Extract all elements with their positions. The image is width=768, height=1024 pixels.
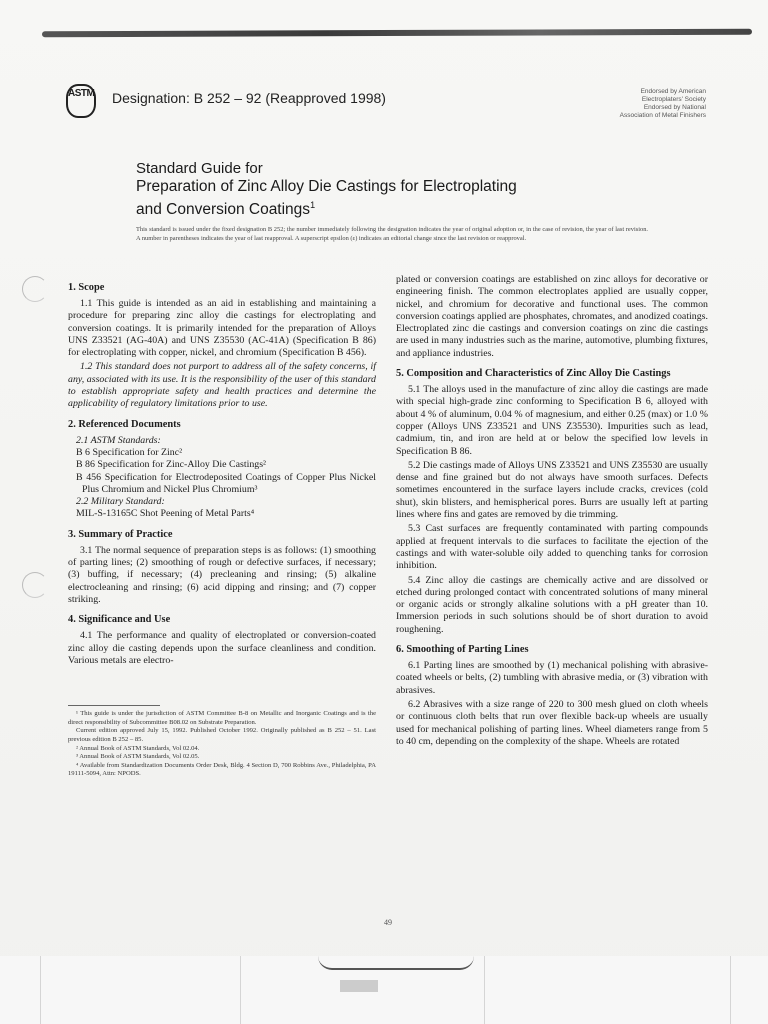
clip-block: [340, 980, 378, 992]
paragraph: 3.1 The normal sequence of preparation steps is as follows: (1) smoothing of parting lines; (2) smoothing of rough or defective surfaces, if necessary; (3) buffing, if necessary; (4) precleaning and rinsing; (5) alkaline electrocleaning and rinsing; (6) acid dipping and rinsing; and (7) copper striking.: [68, 544, 376, 605]
reference-item: 2.2 Military Standard:: [76, 496, 165, 508]
title-footnote-mark: 1: [310, 200, 316, 210]
footnote: ¹ This guide is under the jurisdiction of ASTM Committee B-8 on Metallic and Inorganic Coatings and is the direct responsibility of Subcommittee B08.02 on Substrate Preparation.: [68, 710, 376, 726]
strip-divider: [730, 956, 731, 1024]
standard-issuance-note: This standard is issued under the fixed designation B 252; the number immediately following the designation indicates the year of original adoption or, in the case of revision, the year of last revision. A number in parentheses indicates the year of last reapproval. A superscript epsilon (ε) indicates an editorial change since the last revision or reapproval.: [136, 226, 648, 242]
strip-divider: [240, 956, 241, 1024]
paragraph: 4.1 The performance and quality of electroplated or conversion-coated zinc alloy die casting depends upon the surface cleanliness and condition. Various metals are electro-: [68, 630, 376, 666]
title-line-2: Preparation of Zinc Alloy Die Castings for Electroplating: [136, 178, 517, 195]
endorsement-line: Association of Metal Finishers: [619, 112, 706, 119]
paragraph: 5.4 Zinc alloy die castings are chemically active and are dissolved or etched during prolonged contact with concentrated solutions of many mineral or organic acids or strongly alkaline solutions with a pH greater than 10. Immersion periods in such solutions should be of short duration to avoid roughening.: [396, 574, 708, 635]
paragraph: 5.1 The alloys used in the manufacture of zinc alloy die castings are made with special high-grade zinc conforming to Specification B 6, alloyed with about 4 % of aluminum, 0.04 % of magnesium, and either 0.25 (max) or 1.0 % copper (Alloys UNS Z33521 and UNS Z35530). Impurities such as lead, cadmium, tin, and iron are held at or below the specified low levels in Specification B 86.: [396, 384, 708, 457]
paragraph: 6.2 Abrasives with a size range of 220 to 300 mesh glued on cloth wheels or continuous cloth belts that run over flexible back-up wheels are usually used for mechanical polishing of parting lines. Wheel diameters range from 5 to 40 cm, depending on the complexity of the shape. Wheels are rotated: [396, 698, 708, 747]
section-heading: 3. Summary of Practice: [68, 528, 173, 540]
paragraph: 1.1 This guide is intended as an aid in establishing and maintaining a procedure for preparing zinc alloy die castings for electroplating and conversion coatings. It is primarily intended for the preparation of Alloys UNS Z33521 (AG-40A) and UNS Z35530 (AC-41A) (Specification B 86) for electroplating with copper, nickel, and chromium (Specification B 456).: [68, 298, 376, 359]
endorsement-line: Endorsed by American: [640, 88, 706, 95]
page-number: 49: [384, 918, 392, 927]
section-heading: 2. Referenced Documents: [68, 418, 181, 430]
left-column: [68, 274, 376, 779]
right-column: [396, 274, 708, 750]
section-heading: 6. Smoothing of Parting Lines: [396, 644, 529, 656]
footnote-divider: [68, 705, 160, 706]
section-heading: 4. Significance and Use: [68, 614, 171, 626]
footnote: ³ Annual Book of ASTM Standards, Vol 02.05.: [76, 753, 200, 761]
footnotes: [68, 710, 376, 779]
reference-item: B 456 Specification for Electrodeposited Coatings of Copper Plus Nickel Plus Chromium and Nickel Plus Chromium³: [76, 471, 376, 495]
scan-edge-bar: [42, 29, 752, 37]
footnote: ² Annual Book of ASTM Standards, Vol 02.04.: [76, 744, 200, 752]
title-line-3: [136, 196, 656, 219]
designation: Designation: B 252 – 92 (Reapproved 1998): [112, 90, 386, 106]
section-heading: 5. Composition and Characteristics of Zinc Alloy Die Castings: [396, 368, 671, 380]
paragraph: 1.2 This standard does not purport to address all of the safety concerns, if any, associated with its use. It is the responsibility of the user of this standard to establish appropriate safety and health practices and determine the applicability of regulatory limitations prior to use.: [68, 361, 376, 410]
reference-item: MIL-S-13165C Shot Peening of Metal Parts⁴: [76, 508, 255, 520]
binder-hole-icon: [22, 276, 48, 302]
footnote: Current edition approved July 15, 1992. Published October 1992. Originally published as B 252 – 51. Last previous edition B 252 – 85.: [68, 727, 376, 743]
astm-logo: ASTM: [66, 84, 96, 118]
reference-item: 2.1 ASTM Standards:: [76, 434, 161, 446]
title-line-3-text: and Conversion Coatings: [136, 201, 311, 219]
paragraph: 5.3 Cast surfaces are frequently contaminated with parting compounds applied at frequent intervals to die surfaces to facilitate the ejection of the castings and with water-soluble oily added to quenching tanks for corrosion inhibition.: [396, 523, 708, 572]
reference-item: B 86 Specification for Zinc-Alloy Die Castings²: [76, 459, 267, 471]
binder-hole-icon: [22, 572, 48, 598]
endorsement-note: [586, 88, 706, 120]
paragraph: 6.1 Parting lines are smoothed by (1) mechanical polishing with abrasive-coated wheels or belts, (2) tumbling with abrasive media, or (3) vibration with abrasives.: [396, 660, 708, 696]
document-header: [66, 84, 706, 124]
footnote: ⁴ Available from Standardization Documents Order Desk, Bldg. 4 Section D, 700 Robbins Ave., Philadelphia, PA 19111-5094, Attn: NPODS.: [68, 761, 376, 778]
endorsement-line: Electroplaters' Society: [641, 96, 706, 103]
reference-item: B 6 Specification for Zinc²: [76, 446, 183, 458]
clip-arc: [318, 956, 474, 970]
endorsement-line: Endorsed by National: [643, 104, 706, 111]
paragraph: 5.2 Die castings made of Alloys UNS Z33521 and UNS Z35530 are usually dense and fine grained but do not always have smooth surfaces. Defects sometimes encountered in the surface layers include cracks, crevices (cold shut), skin blisters, and hemispherical pores. Burrs are usually left at parting lines where fins and gates are removed by die trimming.: [396, 459, 708, 521]
strip-divider: [40, 956, 41, 1024]
paragraph: plated or conversion coatings are established on zinc alloys for decorative or engineering finish. The common electroplates applied are usually copper, nickel, and chromium for decorative and functional uses. The common conversion coatings applied are phosphates, chromates, and anodized coatings. Electroplated zinc die castings and conversion coatings on zinc die castings are used in many industries such as the marine, automotive, plumbing fixtures, and appliance industries.: [396, 274, 708, 359]
scan-bottom-strip: [0, 956, 768, 1024]
strip-divider: [484, 956, 485, 1024]
section-heading: 1. Scope: [68, 282, 105, 293]
title-line-1: Standard Guide for: [136, 160, 263, 177]
document-title: [136, 160, 656, 219]
